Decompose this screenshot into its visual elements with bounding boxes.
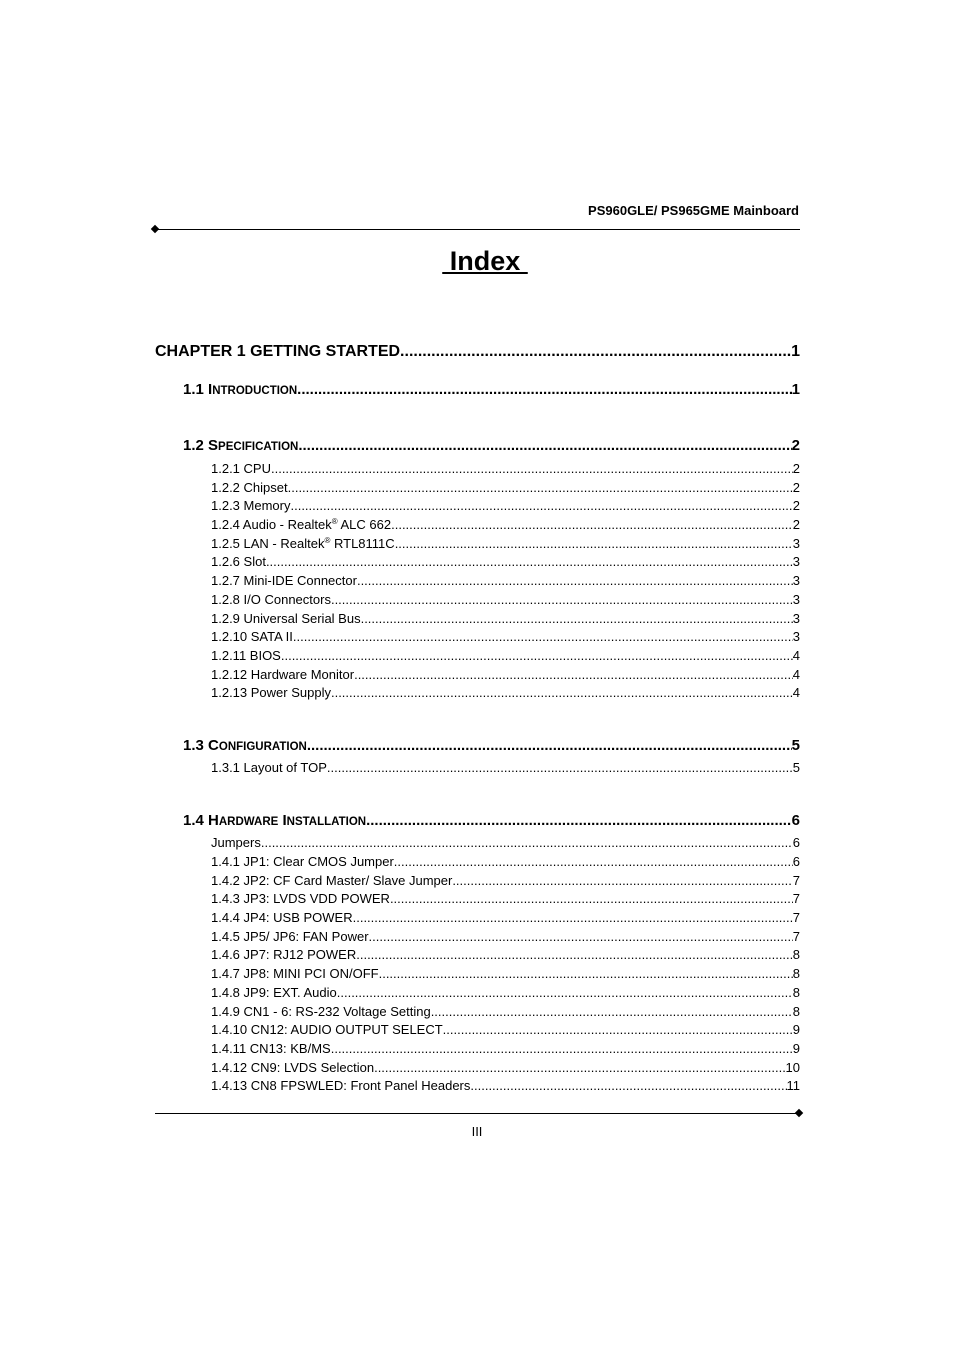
toc-page: 6 [792, 835, 800, 850]
toc-label: 1.2.6 Slot [211, 554, 266, 569]
toc-label: 1.2.1 CPU [211, 461, 271, 476]
toc-page: 4 [792, 667, 800, 682]
toc-leader [431, 1003, 793, 1020]
toc-entry[interactable] [211, 647, 800, 664]
toc-page: 3 [792, 611, 800, 626]
toc-leader [400, 342, 791, 362]
toc-label: 1.4.12 CN9: LVDS Selection [211, 1060, 375, 1075]
toc-label: 1.4.1 JP1: Clear CMOS Jumper [211, 854, 394, 869]
toc-label: 1.2.8 I/O Connectors [211, 592, 331, 607]
toc-label: 1.4.5 JP5/ JP6: FAN Power [211, 929, 369, 944]
toc-label-text: 1.2.4 Audio - Realtek [211, 517, 332, 532]
toc-leader [379, 965, 793, 982]
toc-leader [298, 436, 791, 456]
toc-entry[interactable] [211, 759, 800, 776]
toc-page: 3 [792, 629, 800, 644]
toc-leader [293, 628, 793, 645]
toc-leader [470, 1077, 786, 1094]
toc-label: 1.4.6 JP7: RJ12 POWER [211, 947, 357, 962]
toc-leader [290, 497, 792, 514]
toc-label: 1.2.7 Mini-IDE Connector [211, 573, 357, 588]
toc-page: 10 [785, 1060, 800, 1075]
section-rest: PECIFICATION [218, 441, 299, 453]
toc-page: 7 [792, 929, 800, 944]
registered-mark: ® [331, 517, 338, 526]
toc-leader [331, 1040, 793, 1057]
toc-leader [390, 890, 793, 907]
toc-label [183, 811, 366, 831]
section-number: 1.2 [183, 437, 204, 454]
footer-page-number: III [471, 1124, 483, 1139]
toc-label: 1.2.10 SATA II [211, 629, 293, 644]
toc-entry[interactable] [211, 928, 800, 945]
toc-label [183, 736, 307, 756]
toc-leader [391, 516, 793, 533]
section-initial: C [208, 737, 219, 754]
toc-entry[interactable] [211, 853, 800, 870]
toc-page: 2 [792, 498, 800, 513]
toc-page: 9 [792, 1041, 800, 1056]
toc-entry[interactable] [211, 479, 800, 496]
toc-leader [452, 872, 792, 889]
toc-entry[interactable] [211, 591, 800, 608]
toc-page: 1 [791, 381, 800, 398]
toc-leader [331, 684, 793, 701]
toc-label: 1.2.11 BIOS [211, 648, 281, 663]
index-heading-text: Index [442, 246, 528, 276]
toc-leader [443, 1021, 793, 1038]
toc-label: 1.4.3 JP3: LVDS VDD POWER [211, 891, 390, 906]
toc-entry[interactable] [211, 872, 800, 889]
toc-page: 2 [792, 480, 800, 495]
toc-section-1-3[interactable] [183, 736, 800, 756]
index-heading [0, 246, 954, 277]
toc-label-text: 1.2.5 LAN - Realtek [211, 536, 325, 551]
section-initial: I [208, 381, 213, 398]
toc-page: 7 [792, 873, 800, 888]
section-rest: ARDWARE [218, 816, 279, 828]
toc-label: 1.4.4 JP4: USB POWER [211, 910, 353, 925]
toc-label: 1.4.9 CN1 - 6: RS-232 Voltage Setting [211, 1004, 431, 1019]
toc-leader [361, 610, 793, 627]
footer-rule [155, 1113, 800, 1114]
toc-leader [307, 736, 792, 756]
toc-label: 1.4.10 CN12: AUDIO OUTPUT SELECT [211, 1022, 443, 1037]
toc-leader [288, 479, 793, 496]
toc-label [211, 516, 391, 533]
toc-label [183, 436, 298, 456]
toc-section-1-4[interactable] [183, 811, 800, 831]
section-rest: ONFIGURATION [218, 741, 307, 753]
toc-label [183, 380, 297, 400]
toc-page: 8 [792, 1004, 800, 1019]
toc-leader [366, 811, 792, 831]
toc-label: 1.2.13 Power Supply [211, 685, 331, 700]
toc-page: 11 [786, 1078, 800, 1093]
page-header-title: PS960GLE/ PS965GME Mainboard [588, 203, 799, 218]
toc-label: 1.4.2 JP2: CF Card Master/ Slave Jumper [211, 873, 453, 888]
toc-entry[interactable] [211, 666, 800, 683]
toc-label: 1.2.3 Memory [211, 498, 291, 513]
toc-leader [331, 591, 793, 608]
toc-section-1-2[interactable] [183, 436, 800, 456]
section-number: 1.4 [183, 812, 204, 829]
toc-entry[interactable] [211, 1077, 800, 1094]
toc-leader [281, 647, 793, 664]
toc-page: 9 [792, 1022, 800, 1037]
toc-entry[interactable] [211, 553, 800, 570]
toc-page: 8 [792, 985, 800, 1000]
toc-page: 3 [792, 554, 800, 569]
section-initial: S [208, 437, 219, 454]
header-rule [155, 229, 800, 230]
section-number: 1.3 [183, 737, 204, 754]
toc-leader [374, 1059, 785, 1076]
toc-page: 8 [792, 966, 800, 981]
toc-leader [395, 535, 793, 552]
toc-page: 7 [792, 910, 800, 925]
toc-label: 1.2.12 Hardware Monitor [211, 667, 355, 682]
toc-chapter-1[interactable] [155, 342, 800, 362]
toc-entry[interactable] [211, 1040, 800, 1057]
section-rest: NTRODUCTION [212, 385, 298, 397]
toc-entry[interactable] [211, 1003, 800, 1020]
diamond-bullet-icon [795, 1109, 803, 1117]
toc-label-text: ALC 662 [337, 517, 392, 532]
toc-page: 5 [791, 737, 800, 754]
toc-page: 2 [792, 461, 800, 476]
toc-label [211, 535, 395, 552]
toc-leader [297, 380, 791, 400]
toc-label: 1.2.9 Universal Serial Bus [211, 611, 361, 626]
toc-entry[interactable] [211, 610, 800, 627]
toc-label: 1.4.8 JP9: EXT. Audio [211, 985, 337, 1000]
toc-page: 3 [792, 592, 800, 607]
toc-entry[interactable] [211, 460, 800, 477]
toc-entry[interactable] [211, 834, 800, 851]
toc-entry[interactable] [211, 946, 800, 963]
toc-page: 2 [791, 437, 800, 454]
section-number: 1.1 [183, 381, 204, 398]
toc-page: 6 [791, 812, 800, 829]
toc-entry[interactable] [211, 572, 800, 589]
toc-label-text: RTL8111C [330, 536, 395, 551]
toc-entry[interactable] [211, 1021, 800, 1038]
toc-entry[interactable] [211, 684, 800, 701]
toc-page: 2 [792, 517, 800, 532]
section-rest: NSTALLATION [286, 816, 367, 828]
toc-label: 1.2.2 Chipset [211, 480, 288, 495]
section-initial: H [208, 812, 219, 829]
toc-leader [354, 666, 793, 683]
toc-leader [369, 928, 793, 945]
toc-leader [356, 946, 793, 963]
toc-page: 7 [792, 891, 800, 906]
toc-page: 8 [792, 947, 800, 962]
toc-entry[interactable] [211, 628, 800, 645]
toc-entry[interactable] [211, 516, 800, 533]
toc-leader [261, 834, 793, 851]
toc-label: 1.3.1 Layout of TOP [211, 760, 327, 775]
registered-mark: ® [324, 536, 331, 545]
toc-leader [266, 553, 793, 570]
toc-entry[interactable] [211, 1059, 800, 1076]
toc-leader [357, 572, 793, 589]
toc-leader [353, 909, 793, 926]
toc-page: 5 [792, 760, 800, 775]
toc-entry[interactable] [211, 965, 800, 982]
toc-label: 1.4.7 JP8: MINI PCI ON/OFF [211, 966, 379, 981]
toc-label: 1.4.11 CN13: KB/MS [211, 1041, 331, 1056]
toc-entry[interactable] [211, 984, 800, 1001]
toc-leader [271, 460, 793, 477]
toc-label: 1.4.13 CN8 FPSWLED: Front Panel Headers [211, 1078, 471, 1093]
toc-entry[interactable] [211, 890, 800, 907]
toc-entry[interactable] [211, 535, 800, 552]
diamond-bullet-icon [151, 225, 159, 233]
toc-page: 3 [792, 536, 800, 551]
toc-entry[interactable] [211, 909, 800, 926]
toc-leader [337, 984, 793, 1001]
toc-entry[interactable] [211, 497, 800, 514]
toc-label: CHAPTER 1 GETTING STARTED [155, 343, 401, 360]
section-initial: I [282, 812, 287, 829]
toc-page: 4 [792, 685, 800, 700]
toc-page: 3 [792, 573, 800, 588]
toc-page: 1 [791, 343, 800, 360]
toc-page: 6 [792, 854, 800, 869]
toc-leader [327, 759, 793, 776]
toc-section-1-1[interactable] [183, 380, 800, 400]
toc-leader [394, 853, 793, 870]
toc-page: 4 [792, 648, 800, 663]
toc-label: Jumpers [211, 835, 261, 850]
